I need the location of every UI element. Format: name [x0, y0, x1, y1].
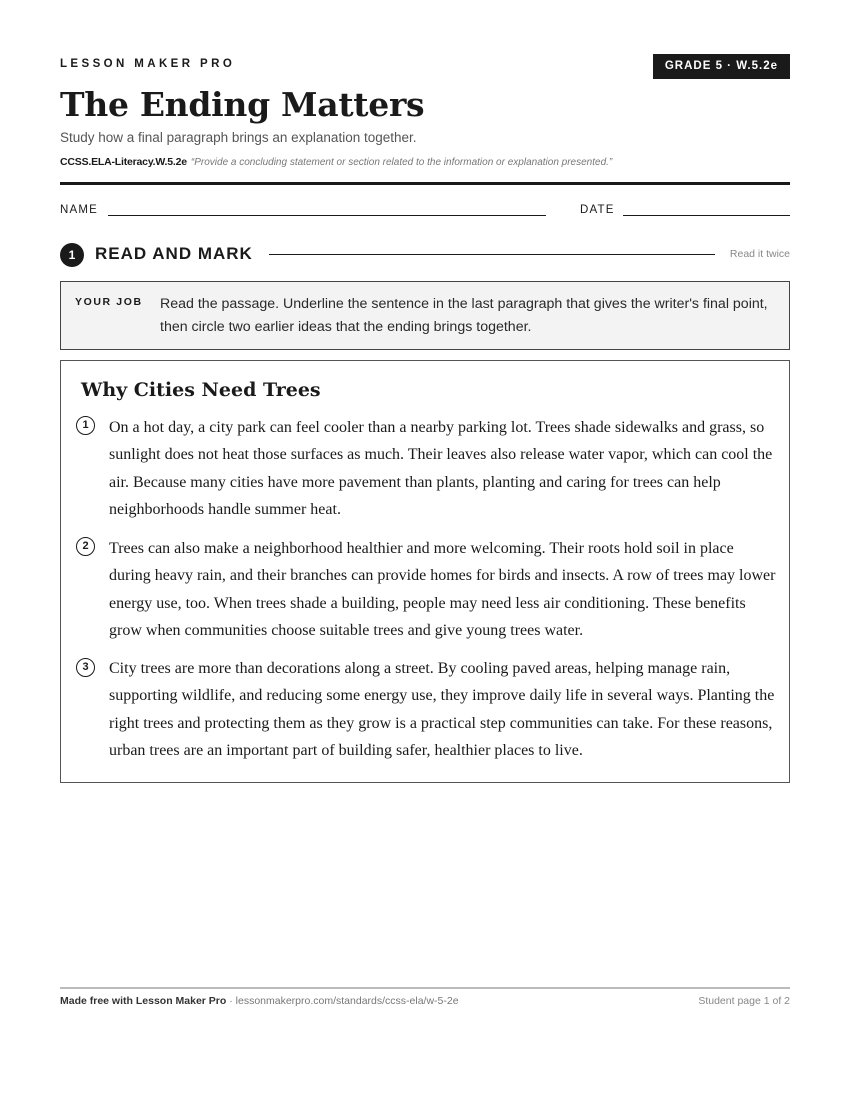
- standard-line: [60, 156, 612, 168]
- passage-title: Why Cities Need Trees: [81, 379, 321, 401]
- passage-box: [60, 360, 790, 783]
- name-field[interactable]: [108, 215, 546, 216]
- paragraph-number: 2: [76, 537, 95, 556]
- passage-paragraph[interactable]: On a hot day, a city park can feel cooler than a nearby parking lot. Trees shade sidewalks and grass, so sunlight does not heat those surfaces as much. Their leaves also release water vapor, which can cool the air. Because many cities have more pavement than plants, planting and caring for trees can help neighborhoods handle summer heat.: [109, 419, 773, 519]
- grade-badge: GRADE 5 · W.5.2e: [653, 54, 790, 79]
- job-instructions-box: [60, 281, 790, 350]
- footer-credit: [60, 995, 459, 1007]
- section-hint: Read it twice: [729, 248, 790, 260]
- brand-name: LESSON MAKER PRO: [60, 58, 236, 70]
- page-subtitle: Study how a final paragraph brings an explanation together.: [60, 130, 417, 145]
- name-label: NAME: [60, 204, 99, 216]
- worksheet-page: [60, 0, 790, 1100]
- footer-divider: [60, 987, 790, 989]
- date-field[interactable]: [623, 215, 790, 216]
- section-divider: [269, 254, 715, 255]
- standard-code: CCSS.ELA-Literacy.W.5.2e: [60, 156, 187, 168]
- footer-page-info: Student page 1 of 2: [698, 995, 790, 1007]
- page-title: The Ending Matters: [60, 85, 425, 124]
- passage-paragraph[interactable]: Trees can also make a neighborhood healthier and more welcoming. Their roots hold soil in place during heavy rain, and their branches can provide homes for birds and insects. A row of trees may lower energy use, too. When trees shade a building, people may need less air conditioning. These benefits grow when communities choose suitable trees and give young trees water.: [109, 540, 776, 640]
- header-divider: [60, 182, 790, 185]
- paragraph-number: 3: [76, 658, 95, 677]
- passage-paragraph[interactable]: City trees are more than decorations along a street. By cooling paved areas, helping manage rain, supporting wildlife, and reducing some energy use, they improve daily life in several ways. Planting the right trees and protecting them as they grow is a practical step communities can take. For these reasons, urban trees are an important part of building safer, healthier places to live.: [109, 660, 775, 760]
- footer-made-with: Made free with Lesson Maker Pro: [60, 995, 227, 1007]
- date-label: DATE: [580, 204, 615, 216]
- section-title: READ AND MARK: [95, 244, 253, 263]
- section-number-badge: 1: [60, 243, 84, 267]
- job-text: Read the passage. Underline the sentence in the last paragraph that gives the writer's final point, then circle two earlier ideas that the ending brings together.: [160, 296, 768, 335]
- job-label: YOUR JOB: [75, 296, 143, 308]
- standard-quote: “Provide a concluding statement or section related to the information or explanation presented.”: [190, 157, 613, 168]
- paragraph-number: 1: [76, 416, 95, 435]
- footer-url[interactable]: · lessonmakerpro.com/standards/ccss-ela/w-5-2e: [226, 995, 459, 1007]
